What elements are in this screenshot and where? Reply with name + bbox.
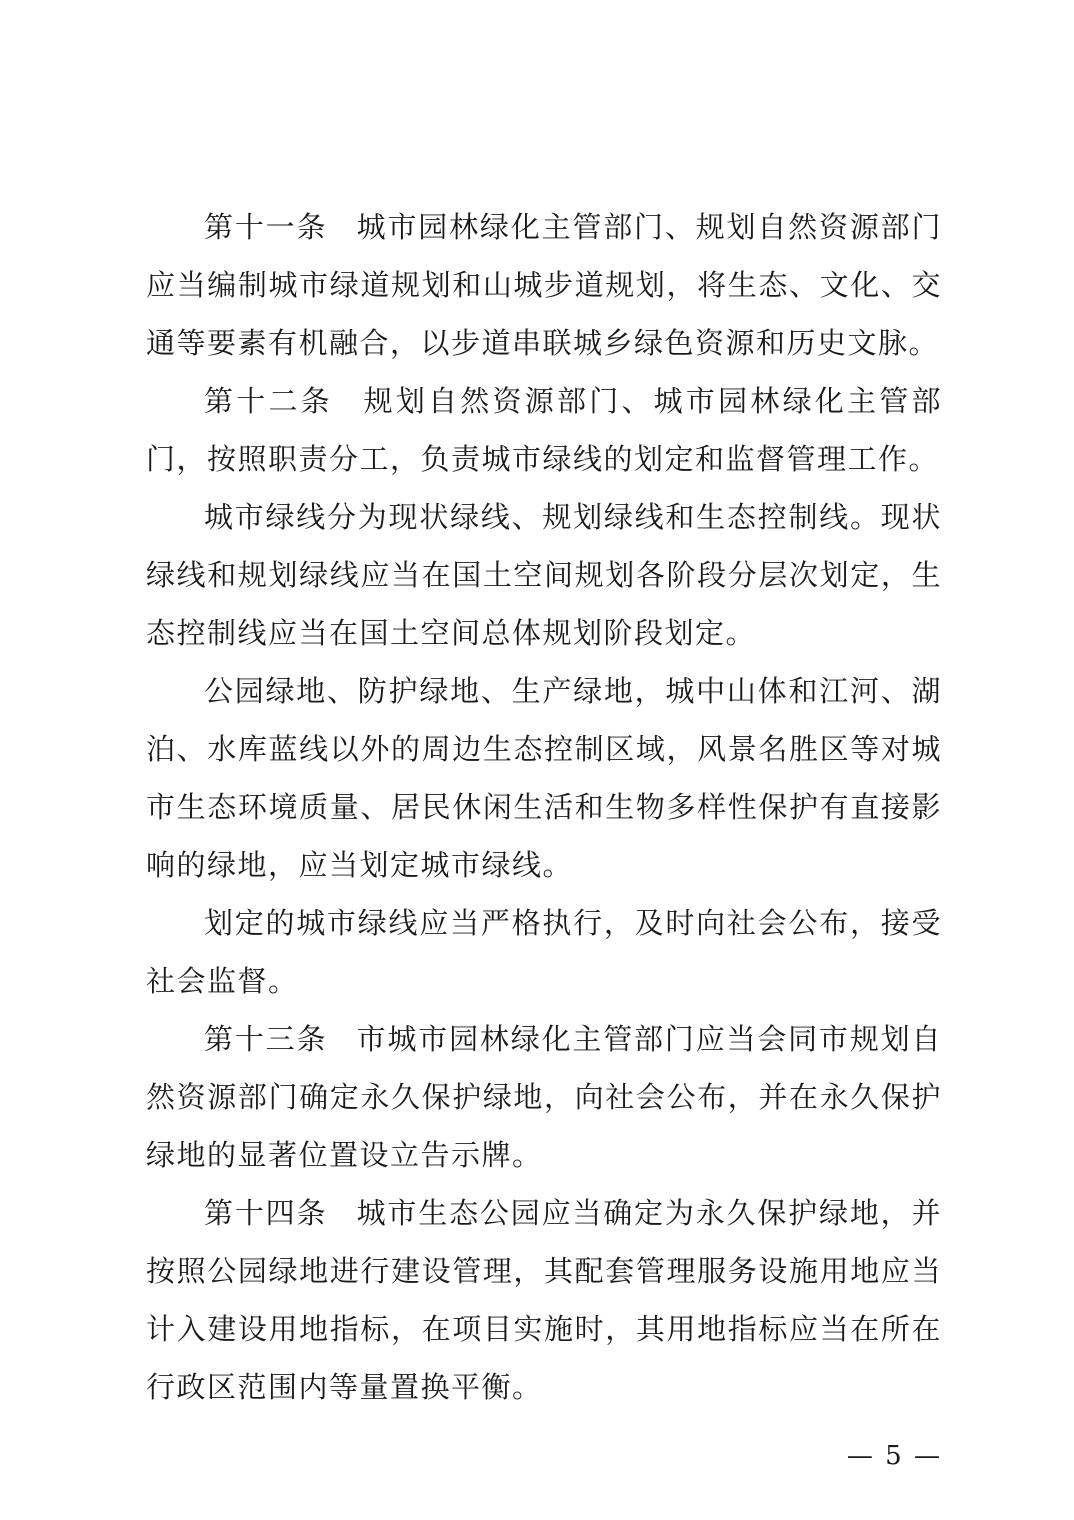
paragraph-article-11: [146, 198, 942, 372]
paragraph-green-line-scope: [146, 662, 942, 894]
paragraph-article-14: [146, 1184, 942, 1416]
article-number: 第十二条: [204, 384, 333, 418]
article-number: 第十三条: [204, 1022, 328, 1056]
paragraph-green-line-types: [146, 488, 942, 662]
paragraph-text: 规划自然资源部门、城市园林绿化主管部门，按照职责分工，负责城市绿线的划定和监督管理工作。: [146, 384, 942, 476]
paragraph-text: 城市绿线分为现状绿线、规划绿线和生态控制线。现状绿线和规划绿线应当在国土空间规划各阶段分层次划定，生态控制线应当在国土空间总体规划阶段划定。: [146, 500, 942, 650]
paragraph-text: 市城市园林绿化主管部门应当会同市规划自然资源部门确定永久保护绿地，向社会公布，并在永久保护绿地的显著位置设立告示牌。: [146, 1022, 942, 1172]
paragraph-article-13: [146, 1010, 942, 1184]
document-body: [146, 198, 942, 1416]
article-number: 第十四条: [204, 1196, 328, 1230]
page-number: — 5 —: [846, 1441, 942, 1471]
paragraph-text: 划定的城市绿线应当严格执行，及时向社会公布，接受社会监督。: [146, 906, 942, 998]
paragraph-article-12: [146, 372, 942, 488]
paragraph-text: 城市园林绿化主管部门、规划自然资源部门应当编制城市绿道规划和山城步道规划，将生态、文化、交通等要素有机融合，以步道串联城乡绿色资源和历史文脉。: [146, 210, 942, 360]
paragraph-green-line-publication: [146, 894, 942, 1010]
article-number: 第十一条: [204, 210, 328, 244]
paragraph-text: 城市生态公园应当确定为永久保护绿地，并按照公园绿地进行建设管理，其配套管理服务设施用地应当计入建设用地指标，在项目实施时，其用地指标应当在所在行政区范围内等量置换平衡。: [146, 1196, 942, 1404]
paragraph-text: 公园绿地、防护绿地、生产绿地，城中山体和江河、湖泊、水库蓝线以外的周边生态控制区域，风景名胜区等对城市生态环境质量、居民休闲生活和生物多样性保护有直接影响的绿地，应当划定城市绿线。: [146, 674, 942, 882]
